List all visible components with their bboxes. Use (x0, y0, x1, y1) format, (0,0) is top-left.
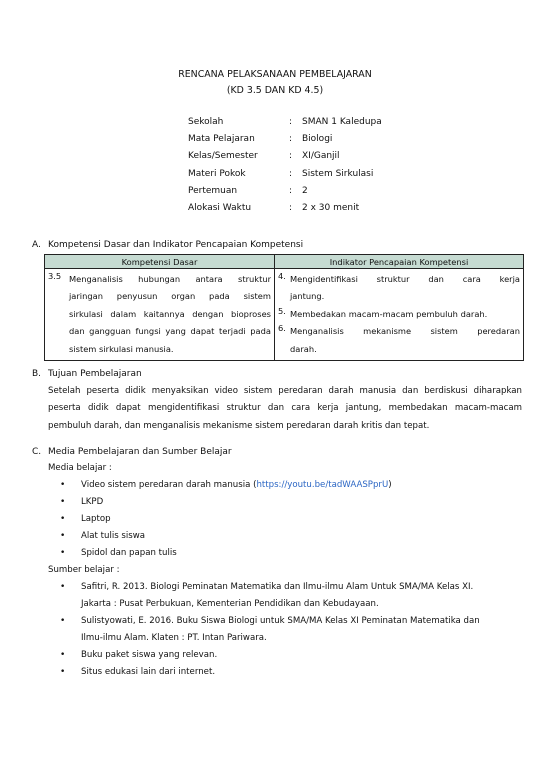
bullet-icon: • (60, 667, 66, 677)
bullet-icon: • (60, 548, 66, 558)
bullet-icon: • (60, 531, 66, 541)
indicator-item: 5. Membedakan macam-macam pembuluh darah. (278, 305, 488, 319)
document-page: RENCANA PELAKSANAAN PEMBELAJARAN (KD 3.5 DAN KD 4.5) Sekolah : SMAN 1 Kaledupa Mata Pelajaran : Biologi Kelas/Semester : XI/Ganjil Materi Pokok : Sistem Sirkulasi Pertemuan : 2 Alokasi Waktu : 2 x 30 menit A. Kompetensi Dasar dan Indikator Pencapaian Kompetensi Kompetensi Dasar Indikator Pencapaian Kompetensi 3.5 Menganalisis hubungan antara struktur jaringan penyusun organ pada sistem sirkulasi dalam kaitannya dengan bioproses dan gangguan fungsi yang dapat terjadi pada sistem sirkulasi manusia. 4. Mengidentifikasi struktur dan cara kerja jantung. 5. Membedakan macam-macam pembuluh darah. 6. Menganalisis mekanisme sistem peredaran darah. B. Tujuan Pembelajaran Setelah peserta didik menyaksikan video sistem peredaran darah manusia dan berdiskusi diharapkan peserta didik dapat mengidentifikasi struktur dan cara kerja jantung, membedakan macam-macam pembuluh darah, dan menganalisis mekanisme sistem peredaran darah kritis dan tepat. C. Media Pembelajaran dan Sumber Belajar Media belajar : • Video sistem peredaran darah manusia (https://youtu.be/tadWAASPprU) • LKPD • Laptop • Alat tulis siswa • Spidol dan papan tulis Sumber belajar : • Safitri, R. 2013. Biologi Peminatan Matematika dan Ilmu-ilmu Alam Untuk SMA/MA Kelas XI. Jakarta : Pusat Perbukuan, Kementerian Pendidikan dan Kebudayaan. • Sulistyowati, E. 2016. Buku Siswa Biologi untuk SMA/MA Kelas XI Peminatan Matematika dan Ilmu-ilmu Alam. Klaten : PT. Intan Pariwara. • Buku paket siswa yang relevan. • Situs edukasi lain dari internet. (0, 0, 550, 777)
section-b-heading: B. Tujuan Pembelajaran (32, 369, 142, 379)
table-header-kd: Kompetensi Dasar (45, 255, 275, 269)
info-row: Materi Pokok : Sistem Sirkulasi (188, 168, 374, 179)
indicator-item: 4. Mengidentifikasi struktur dan cara kerja jantung. (278, 271, 520, 302)
document-title: RENCANA PELAKSANAAN PEMBELAJARAN (178, 69, 372, 80)
bullet-icon: • (60, 514, 66, 524)
document-subtitle: (KD 3.5 DAN KD 4.5) (226, 85, 324, 96)
sumber-label: Sumber belajar : (48, 565, 120, 575)
bullet-icon: • (60, 616, 66, 626)
competency-table (44, 254, 524, 361)
bullet-icon: • (60, 650, 66, 660)
section-c-heading: C. Media Pembelajaran dan Sumber Belajar (32, 447, 232, 457)
info-row: Kelas/Semester : XI/Ganjil (188, 151, 340, 162)
indicator-item: 6. Menganalisis mekanisme sistem peredaran darah. (278, 323, 520, 354)
section-a-heading: A. Kompetensi Dasar dan Indikator Pencapaian Kompetensi (32, 240, 304, 250)
info-row: Alokasi Waktu : 2 x 30 menit (188, 202, 360, 213)
learning-objective-paragraph: Setelah peserta didik menyaksikan video sistem peredaran darah manusia dan berdiskusi diharapkan peserta didik dapat mengidentifikasi struktur dan cara kerja jantung, membedakan macam-macam pembuluh darah, dan menganalisis mekanisme sistem peredaran darah kritis dan tepat. (48, 386, 522, 431)
bullet-icon: • (60, 497, 66, 507)
indicator-cell (275, 269, 524, 361)
video-link[interactable]: https://youtu.be/tadWAASPprU (256, 480, 389, 490)
kd-cell: 3.5 Menganalisis hubungan antara struktur jaringan penyusun organ pada sistem sirkulasi dalam kaitannya dengan bioproses dan gangguan fungsi yang dapat terjadi pada sistem sirkulasi manusia. (45, 269, 275, 361)
info-row: Mata Pelajaran : Biologi (188, 134, 333, 145)
bullet-icon: • (60, 582, 66, 592)
identity-table (188, 114, 382, 217)
info-row: Sekolah : SMAN 1 Kaledupa (188, 117, 382, 127)
media-label: Media belajar : (48, 463, 112, 473)
bullet-icon: • (60, 480, 66, 490)
table-header-indicator: Indikator Pencapaian Kompetensi (275, 255, 524, 269)
info-row: Pertemuan : 2 (188, 185, 308, 196)
